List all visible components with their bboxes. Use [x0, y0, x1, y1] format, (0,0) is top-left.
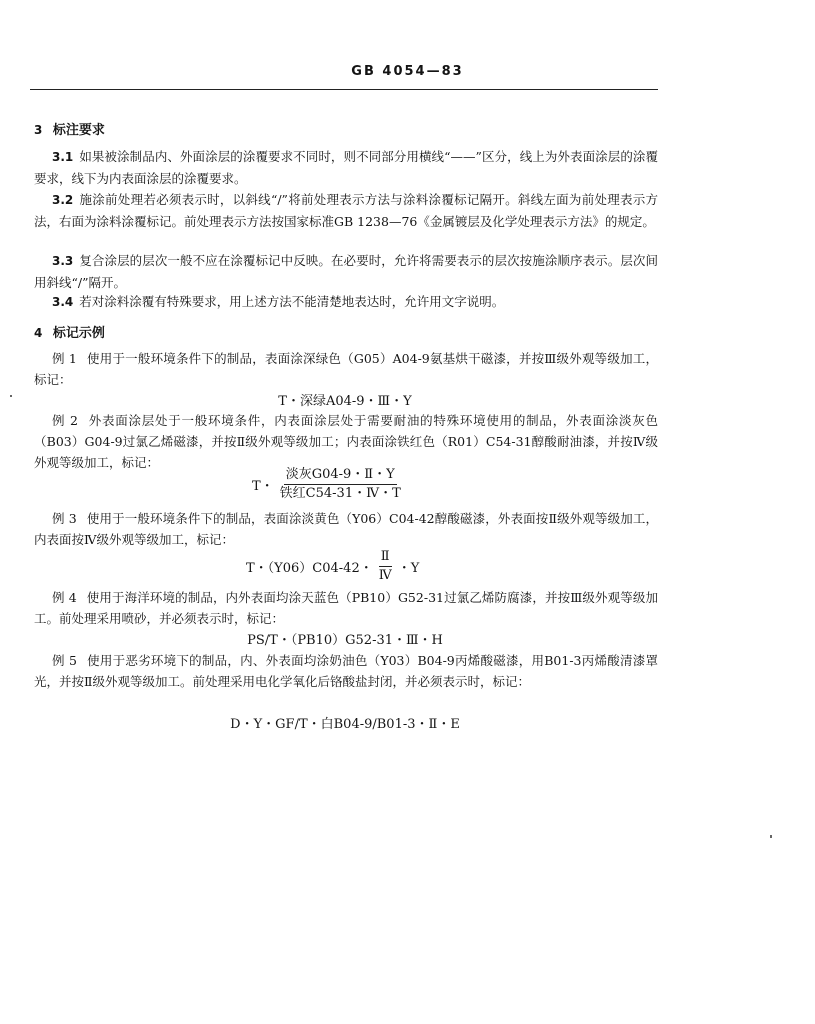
clause-3-4 — [34, 291, 658, 313]
example-3-formula — [246, 549, 419, 584]
section-4-heading — [34, 322, 105, 341]
example-text: 使用于一般环境条件下的制品，表面涂淡黄色（Y06）C04-42醇酸磁漆，外表面按Ⅱ级外观等级加工，内表面按Ⅳ级外观等级加工，标记： — [34, 511, 658, 547]
example-text: 使用于一般环境条件下的制品，表面涂深绿色（G05）A04-9氨基烘干磁漆，并按Ⅲ级外观等级加工，标记： — [34, 351, 658, 387]
clause-text: 施涂前处理若必须表示时，以斜线“/”将前处理表示方法与涂料涂覆标记隔开。斜线左面为前处理表示方法，右面为涂料涂覆标记。前处理表示方法按国家标准GB 1238—76《金属镀层及化学处理表示方法》的规定。 — [34, 192, 658, 229]
example-1 — [34, 348, 658, 390]
example-label: 例 3 — [52, 511, 77, 526]
example-label: 例 1 — [52, 351, 77, 366]
example-label: 例 2 — [52, 413, 78, 428]
clause-number: 3.2 — [52, 193, 74, 207]
example-label: 例 4 — [52, 590, 77, 605]
formula-fraction — [377, 549, 394, 584]
example-2 — [34, 410, 658, 473]
example-text: 使用于恶劣环境下的制品，内、外表面均涂奶油色（Y03）B04-9丙烯酸磁漆，用B01-3丙烯酸清漆罩光，并按Ⅱ级外观等级加工。前处理采用电化学氧化后铬酸盐封闭，并必须表示时，标记： — [34, 653, 658, 689]
formula-prefix: T・（Y06）C04-42・ — [246, 561, 373, 576]
clause-text: 如果被涂制品内、外面涂层的涂覆要求不同时，则不同部分用横线“——”区分，线上为外表面涂层的涂覆要求，线下为内表面涂层的涂覆要求。 — [34, 149, 658, 186]
clause-number: 3.3 — [52, 254, 74, 268]
clause-text: 复合涂层的层次一般不应在涂覆标记中反映。在必要时，允许将需要表示的层次按施涂顺序表示。层次间用斜线“/”隔开。 — [34, 253, 658, 290]
formula-prefix: T・ — [252, 479, 274, 494]
formula-fraction — [278, 467, 403, 502]
example-5-formula: D・Y・GF/T・白B04-9/B01-3・Ⅱ・E — [230, 717, 460, 732]
clause-number: 3.4 — [52, 295, 74, 309]
fraction-numerator: 淡灰G04-9・Ⅱ・Y — [284, 467, 397, 485]
example-text: 使用于海洋环境的制品，内外表面均涂天蓝色（PB10）G52-31过氯乙烯防腐漆，并按Ⅲ级外观等级加工。前处理采用喷砂，并必须表示时，标记： — [34, 590, 658, 626]
clause-number: 3.1 — [52, 150, 74, 164]
section-4-title: 标记示例 — [52, 326, 105, 341]
clause-text: 若对涂料涂覆有特殊要求，用上述方法不能清楚地表达时，允许用文字说明。 — [79, 294, 505, 309]
example-text: 外表面涂层处于一般环境条件，内表面涂层处于需要耐油的特殊环境使用的制品，外表面涂淡灰色（B03）G04-9过氯乙烯磁漆，并按Ⅱ级外观等级加工；内表面涂铁红色（R01）C54-31醇酸耐油漆，并按Ⅳ级外观等级加工，标记： — [34, 413, 658, 470]
example-5 — [34, 650, 658, 692]
fraction-numerator: Ⅱ — [379, 549, 392, 567]
example-label: 例 5 — [52, 653, 77, 668]
example-1-formula: T・深绿A04-9・Ⅲ・Y — [278, 394, 412, 409]
standard-code-header: GB 4054—83 — [351, 64, 464, 79]
example-4 — [34, 587, 658, 629]
header-rule — [30, 89, 658, 90]
scan-speck — [770, 835, 772, 838]
fraction-denominator: 铁红C54-31・Ⅳ・T — [279, 486, 401, 501]
section-3-heading — [34, 119, 105, 138]
clause-3-1 — [34, 146, 658, 189]
section-3-title: 标注要求 — [52, 123, 105, 138]
section-3-number: 3 — [34, 123, 43, 137]
clause-3-3 — [34, 250, 658, 293]
clause-3-2 — [34, 189, 658, 232]
section-4-number: 4 — [34, 326, 43, 340]
scan-speck — [10, 395, 12, 397]
formula-suffix: ・Y — [397, 561, 420, 576]
fraction-denominator: Ⅳ — [378, 568, 392, 583]
example-2-formula — [252, 467, 407, 502]
example-4-formula: PS/T・（PB10）G52-31・Ⅲ・H — [247, 633, 443, 648]
example-3 — [34, 508, 658, 550]
